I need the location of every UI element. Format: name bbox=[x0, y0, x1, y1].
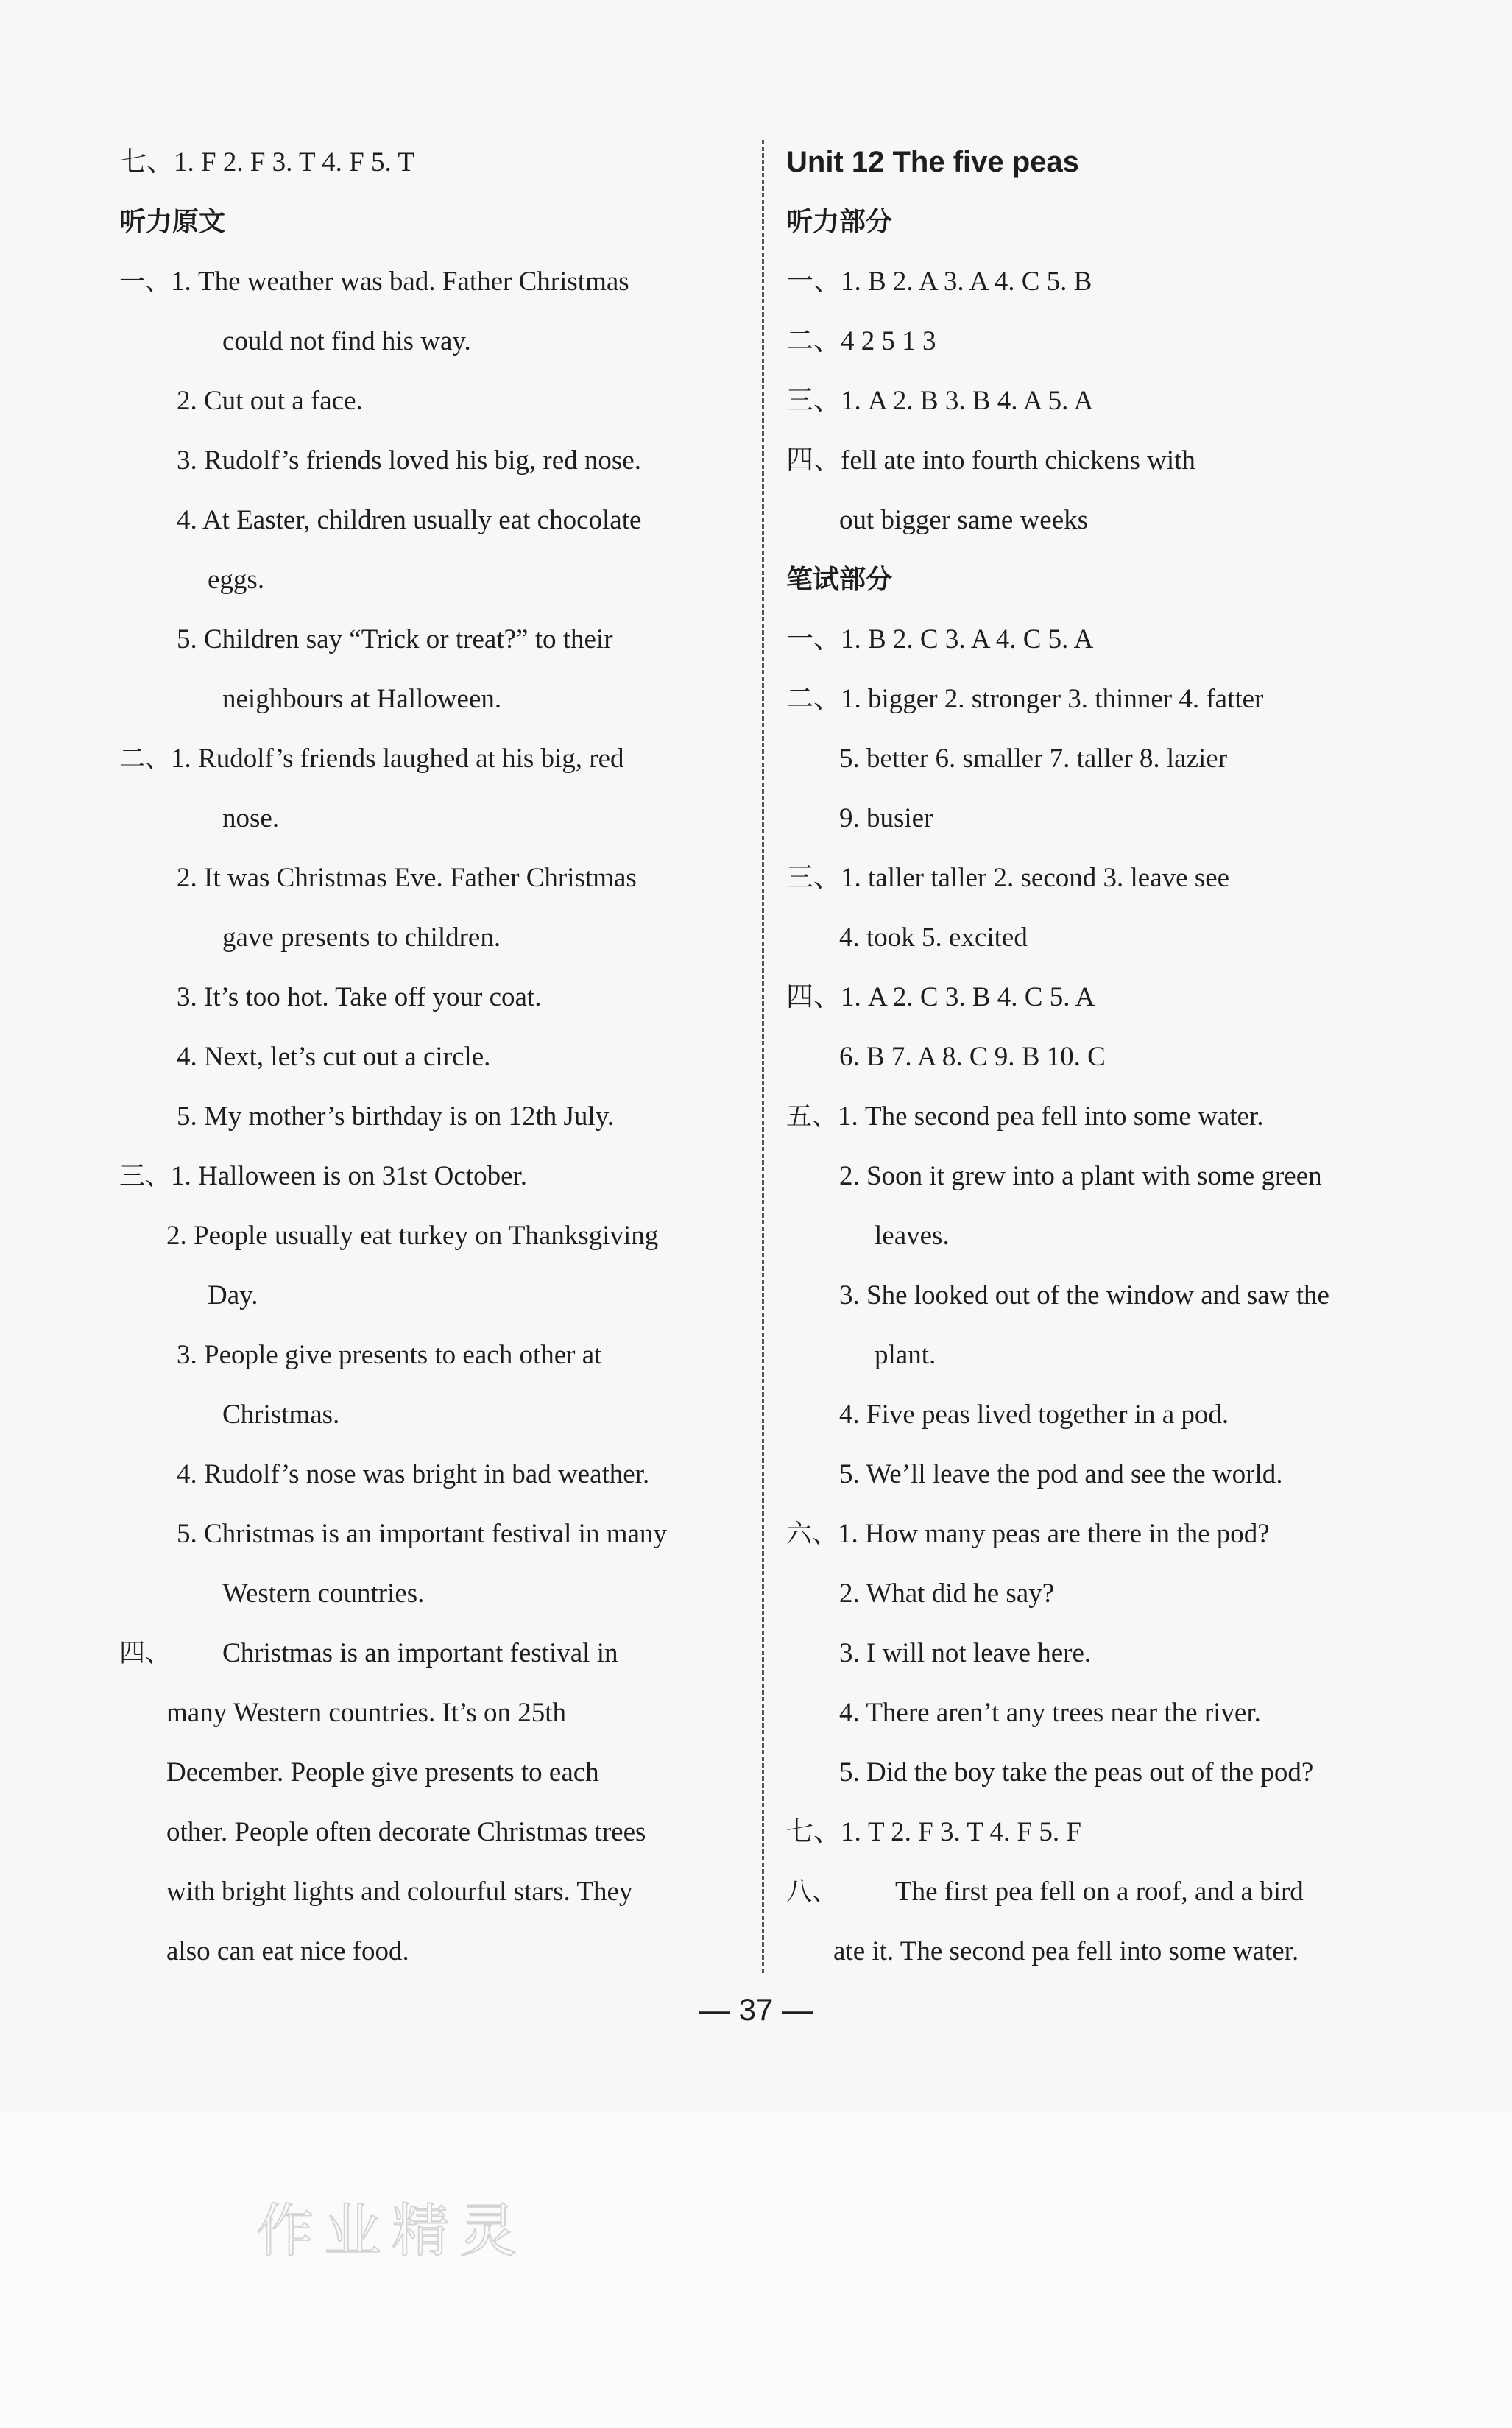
listening-script-heading: 听力原文 bbox=[119, 207, 226, 237]
written-5-q3-cont: plant. bbox=[875, 1340, 936, 1370]
script-3-q2: 2. People usually eat turkey on Thanksgiving bbox=[166, 1221, 659, 1251]
bottom-margin bbox=[0, 2113, 1512, 2428]
script-4-line2: many Western countries. It’s on 25th bbox=[166, 1698, 567, 1728]
listening-heading: 听力部分 bbox=[786, 207, 893, 237]
unit-title: Unit 12 The five peas bbox=[786, 146, 1079, 178]
script-3-q4: 4. Rudolf’s nose was bright in bad weather. bbox=[177, 1459, 650, 1489]
written-5-q5: 5. We’ll leave the pod and see the world. bbox=[839, 1459, 1283, 1489]
written-5-q2-cont: leaves. bbox=[875, 1221, 950, 1251]
script-1-q4-cont: eggs. bbox=[208, 565, 265, 595]
section-label: 二、 bbox=[119, 744, 172, 774]
written-answers-7: 七、1. T 2. F 3. T 4. F 5. F bbox=[786, 1817, 1081, 1847]
script-2-q4: 4. Next, let’s cut out a circle. bbox=[177, 1042, 491, 1072]
script-1-q1: 一、1. The weather was bad. Father Christmas bbox=[119, 267, 629, 297]
listening-answers-2: 二、4 2 5 1 3 bbox=[786, 326, 936, 356]
written-6-q3: 3. I will not leave here. bbox=[839, 1638, 1092, 1668]
written-heading: 笔试部分 bbox=[786, 565, 893, 595]
written-5-q3: 3. She looked out of the window and saw the bbox=[839, 1280, 1329, 1310]
left-column bbox=[119, 133, 739, 1981]
script-4-line5: with bright lights and colourful stars. They bbox=[166, 1877, 633, 1907]
written-6-q1: 六、1. How many peas are there in the pod? bbox=[786, 1519, 1270, 1549]
written-8-line1: 八、 The first pea fell on a roof, and a bird bbox=[786, 1877, 1304, 1907]
written-6-q5: 5. Did the boy take the peas out of the pod? bbox=[839, 1757, 1314, 1788]
written-answers-4: 四、1. A 2. C 3. B 4. C 5. A bbox=[786, 982, 1095, 1012]
column-divider bbox=[762, 140, 764, 1973]
written-6-q2: 2. What did he say? bbox=[839, 1578, 1055, 1609]
right-column bbox=[786, 133, 1405, 1981]
section-label: 一、 bbox=[119, 267, 172, 297]
script-4-line1: 四、 Christmas is an important festival in bbox=[119, 1638, 618, 1668]
script-4-line4: other. People often decorate Christmas trees bbox=[166, 1817, 646, 1847]
script-4-line3: December. People give presents to each bbox=[166, 1757, 599, 1788]
written-5-q4: 4. Five peas lived together in a pod. bbox=[839, 1400, 1229, 1430]
script-1-q3: 3. Rudolf’s friends loved his big, red nose. bbox=[177, 445, 641, 476]
written-answers-4-cont: 6. B 7. A 8. C 9. B 10. C bbox=[839, 1042, 1106, 1072]
script-2-q2-cont: gave presents to children. bbox=[222, 922, 501, 953]
written-answers-3: 三、1. taller taller 2. second 3. leave see bbox=[786, 863, 1230, 893]
section-label: 八、 bbox=[786, 1877, 838, 1907]
script-1-q1-cont: could not find his way. bbox=[222, 326, 471, 356]
answers-section-7: 七、1. F 2. F 3. T 4. F 5. T bbox=[119, 147, 414, 177]
section-label: 六、 bbox=[786, 1520, 838, 1549]
listening-answers-4: 四、fell ate into fourth chickens with bbox=[786, 445, 1195, 476]
script-2-q1-cont: nose. bbox=[222, 803, 280, 833]
script-1-q5: 5. Children say “Trick or treat?” to their bbox=[177, 624, 613, 654]
written-answers-2: 二、1. bigger 2. stronger 3. thinner 4. fatter bbox=[786, 684, 1264, 714]
script-1-q2: 2. Cut out a face. bbox=[177, 386, 363, 416]
script-4-line6: also can eat nice food. bbox=[166, 1936, 409, 1966]
written-answers-3-cont: 4. took 5. excited bbox=[839, 922, 1028, 953]
script-3-q5: 5. Christmas is an important festival in many bbox=[177, 1519, 667, 1549]
written-answers-1: 一、1. B 2. C 3. A 4. C 5. A bbox=[786, 624, 1094, 654]
script-2-q1: 二、1. Rudolf’s friends laughed at his big, red bbox=[119, 744, 624, 774]
script-2-q3: 3. It’s too hot. Take off your coat. bbox=[177, 982, 542, 1012]
section-label: 五、 bbox=[786, 1102, 838, 1132]
written-answers-2-cont2: 9. busier bbox=[839, 803, 933, 833]
script-1-q4: 4. At Easter, children usually eat chocolate bbox=[177, 505, 642, 535]
script-3-q5-cont: Western countries. bbox=[222, 1578, 425, 1609]
script-3-q3-cont: Christmas. bbox=[222, 1400, 340, 1430]
script-3-q1: 三、1. Halloween is on 31st October. bbox=[119, 1161, 528, 1191]
watermark: 作业精灵 bbox=[256, 2198, 528, 2265]
written-6-q4: 4. There aren’t any trees near the river. bbox=[839, 1698, 1261, 1728]
page-number: — 37 — bbox=[699, 1992, 813, 2027]
script-2-q2: 2. It was Christmas Eve. Father Christmas bbox=[177, 863, 637, 893]
written-5-q2: 2. Soon it grew into a plant with some green bbox=[839, 1161, 1322, 1191]
written-8-line2: ate it. The second pea fell into some water. bbox=[833, 1936, 1299, 1966]
script-1-q5-cont: neighbours at Halloween. bbox=[222, 684, 502, 714]
section-label: 四、 bbox=[119, 1639, 172, 1668]
listening-answers-1: 一、1. B 2. A 3. A 4. C 5. B bbox=[786, 267, 1092, 297]
script-2-q5: 5. My mother’s birthday is on 12th July. bbox=[177, 1101, 615, 1132]
listening-answers-4-cont: out bigger same weeks bbox=[839, 505, 1089, 535]
script-3-q3: 3. People give presents to each other at bbox=[177, 1340, 602, 1370]
section-label: 三、 bbox=[119, 1162, 172, 1191]
written-answers-2-cont: 5. better 6. smaller 7. taller 8. lazier bbox=[839, 744, 1228, 774]
written-5-q1: 五、1. The second pea fell into some water. bbox=[786, 1101, 1264, 1132]
script-3-q2-cont: Day. bbox=[208, 1280, 258, 1310]
listening-answers-3: 三、1. A 2. B 3. B 4. A 5. A bbox=[786, 386, 1094, 416]
